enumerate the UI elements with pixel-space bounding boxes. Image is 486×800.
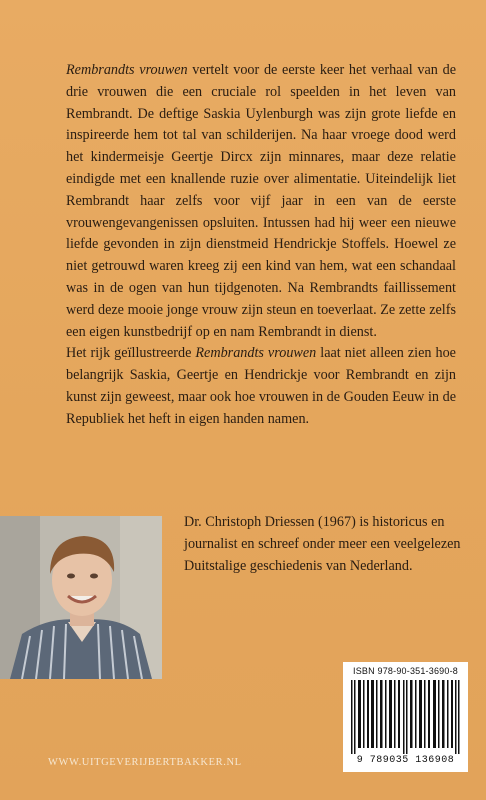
- publisher-website: WWW.UITGEVERIJBERTBAKKER.NL: [48, 757, 242, 768]
- blurb-paragraph-2: [66, 343, 456, 430]
- barcode-bars: [349, 680, 462, 754]
- blurb-text-2: laat niet alleen zien hoe belangrijk Saskia, Geertje en Hendrickje voor Rembrandt en zijn kunst zijn geweest, maar ook hoe vrouwen in de Gouden Eeuw in de Republiek het heft in eigen handen namen.: [66, 345, 456, 427]
- author-photo: [0, 516, 162, 679]
- isbn-barcode: [343, 662, 468, 772]
- barcode-digits: 9 789035 136908: [356, 755, 455, 766]
- blurb-text-2-pre: Het rijk geïllustreerde: [66, 345, 196, 362]
- book-title-italic: Rembrandts vrouwen: [66, 62, 188, 78]
- blurb-paragraph-1: [66, 60, 456, 343]
- book-title-italic-2: Rembrandts vrouwen: [195, 345, 317, 362]
- isbn-label: ISBN 978-90-351-3690-8: [353, 666, 458, 676]
- author-bio: Dr. Christoph Driessen (1967) is historicus en journalist en schreef onder meer een veelgelezen Duitstalige geschiedenis van Nederland.: [184, 514, 461, 574]
- blurb-text-1: vertelt voor de eerste keer het verhaal van de drie vrouwen die een cruciale rol speelden in het leven van Rembrandt. De deftige Saskia Uylenburgh was zijn grote liefde en inspireerde hem tot tal van schilderijen. Na haar vroege dood werd het kindermeisje Geertje Dircx zijn minnares, maar deze relatie eindigde met een knallende ruzie over alimentatie. Uiteindelijk liet Rembrandt haar zelfs voor vijf jaar in een van de eerste vrouwengevangenissen opsluiten. Intussen had hij weer een nieuwe liefde gevonden in zijn dienstmeid Hendrickje Stoffels. Hoewel ze niet getrouwd waren kreeg zij een kind van hem, wat een schandaal was in de ogen van hun tijdgenoten. Na Rembrandts faillissement werd deze mooie jonge vrouw zijn steun en toeverlaat. Ze zette zelfs een eigen kunstbedrijf op en nam Rembrandt in dienst.: [66, 62, 456, 340]
- author-portrait: [0, 516, 162, 679]
- book-blurb: [66, 60, 456, 431]
